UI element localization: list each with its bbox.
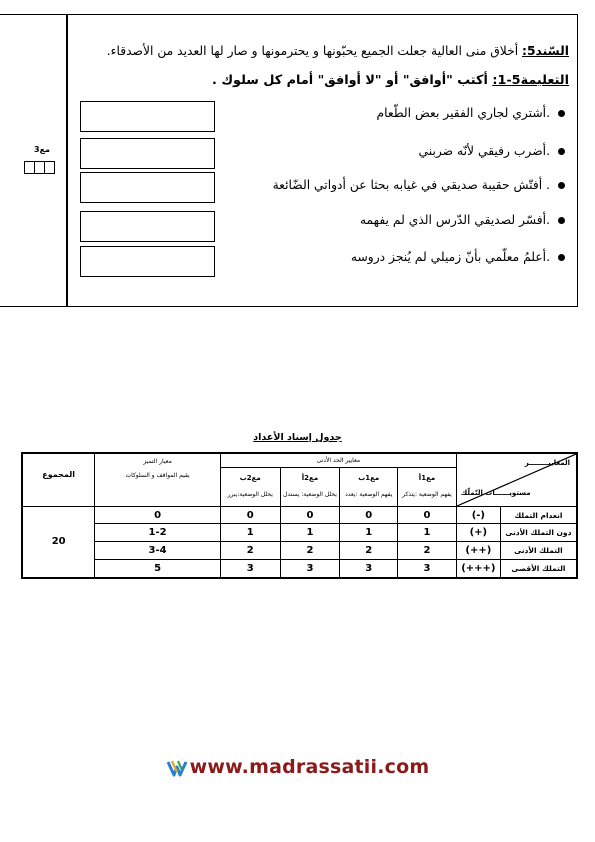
- bullet-icon: [558, 254, 565, 261]
- table-row: [22, 560, 577, 578]
- score-cell: 3: [220, 560, 280, 578]
- sanad-text: أخلاق منى العالية جعلت الجميع يحبّونها و يحترمونها و صار لها العديد من الأصدقاء.: [106, 44, 523, 58]
- criteria-header: المعاييــــــــر: [524, 459, 570, 467]
- answer-box-5[interactable]: [80, 246, 215, 277]
- answer-box-3[interactable]: [80, 172, 215, 203]
- watermark-text: www.madrassatii.com: [189, 756, 430, 778]
- score-cell: 2: [398, 542, 457, 560]
- criterion-code: مع1ب: [358, 474, 380, 482]
- criterion-desc: يفهم الوضعية :يتذكر: [402, 491, 452, 498]
- item-text: أضرب رفيقي لأنّه ضربني.: [418, 144, 550, 158]
- list-item: [418, 144, 565, 158]
- criterion-cell: [397, 468, 456, 506]
- level-cell: انعدام التملك: [500, 507, 577, 524]
- criterion-desc: يحلل الوضعية:يبرر: [227, 491, 273, 498]
- symbol-cell: (-): [456, 507, 500, 524]
- score-cell: 2: [340, 542, 398, 560]
- instruction-line: [212, 73, 569, 88]
- frame-top-border: [0, 14, 578, 15]
- score-cell: 0: [220, 507, 280, 524]
- bullet-icon: [558, 148, 565, 155]
- sanad-label: السّند5:: [522, 44, 569, 58]
- score-cell: 3: [398, 560, 457, 578]
- total-header-text: المجموع: [42, 470, 75, 479]
- frame-margin-divider: [66, 14, 68, 306]
- criterion-code: مع2أ: [301, 474, 319, 482]
- item-text: أفسّر لصديقي الدّرس الذي لم يفهمه.: [359, 213, 550, 227]
- bullet-icon: [558, 182, 565, 189]
- symbol-cell: (++): [456, 542, 500, 560]
- list-item: [351, 250, 565, 264]
- answer-box-1[interactable]: [80, 101, 215, 132]
- score-cell: 1: [220, 524, 280, 542]
- item-text: أعلمُ معلّمي بأنّ زميلي لم يُنجز دروسه.: [350, 250, 550, 264]
- score-cell: 1: [340, 524, 398, 542]
- criterion-desc: يحلل الوضعية: يستدل: [283, 491, 337, 498]
- criteria-row: [221, 468, 456, 506]
- score-cells: [25, 161, 55, 174]
- score-cell: 3: [340, 560, 398, 578]
- total-header: [22, 453, 95, 507]
- symbol-cell: (+++): [456, 560, 500, 578]
- site-logo-icon: [166, 758, 188, 778]
- instruction-label: التعليمة5-1:: [492, 73, 569, 88]
- item-text: أشتري لجاري الفقير بعض الطّعام.: [376, 106, 550, 120]
- answer-box-2[interactable]: [80, 138, 215, 169]
- criteria-levels-header: [456, 453, 577, 507]
- frame-bottom-border: [0, 306, 578, 307]
- bullet-icon: [558, 110, 565, 117]
- criterion-label: مع3: [34, 145, 50, 154]
- score-cell: 3: [280, 560, 340, 578]
- criterion-desc: يفهم الوضعية :يعدد: [345, 491, 393, 498]
- excellence-cell: 3-4: [95, 542, 221, 560]
- score-cell: 0: [280, 507, 340, 524]
- score-cell: 0: [340, 507, 398, 524]
- list-item: [360, 213, 565, 227]
- score-cell: 2: [280, 542, 340, 560]
- min-criteria-header: [220, 453, 456, 507]
- criterion-cell: [221, 468, 280, 506]
- level-cell: دون التملك الأدنى: [500, 524, 577, 542]
- excellence-cell: 1-2: [95, 524, 221, 542]
- bullet-icon: [558, 217, 565, 224]
- excellence-cell: 0: [95, 507, 221, 524]
- score-cell: 1: [280, 524, 340, 542]
- watermark: [0, 756, 595, 778]
- instruction-text: أكتب "أوافق" أو "لا أوافق" أمام كل سلوك .: [212, 73, 493, 88]
- frame-right-border: [577, 14, 578, 306]
- list-item: [377, 106, 565, 120]
- excellence-header: [95, 453, 221, 507]
- table-title-text: جدول إسناد الأعداد: [253, 432, 342, 443]
- min-criteria-title: معايير الحد الأدنى: [221, 454, 456, 468]
- total-cell: 20: [22, 507, 95, 578]
- list-item: [273, 178, 565, 192]
- table-row: [22, 542, 577, 560]
- criterion-code: مع1أ: [418, 474, 436, 482]
- table-row: [22, 507, 577, 524]
- score-cell[interactable]: [44, 161, 55, 174]
- item-text: أفتّش حقيبة صديقي في غيابه بحثا عن أدواتي الضّائعة .: [272, 178, 550, 192]
- symbol-cell: (+): [456, 524, 500, 542]
- level-cell: التملك الأدنى: [500, 542, 577, 560]
- excellence-cell: 5: [95, 560, 221, 578]
- criterion-cell: [280, 468, 340, 506]
- excellence-title: معيار التميز: [143, 458, 172, 465]
- levels-header: مستويــــــات التّملّك: [460, 489, 531, 497]
- score-cell: 1: [398, 524, 457, 542]
- grading-table: [21, 452, 578, 579]
- table-row: [22, 524, 577, 542]
- level-cell: التملك الأقصى: [500, 560, 577, 578]
- score-cell: 2: [220, 542, 280, 560]
- criterion-cell: [339, 468, 397, 506]
- criterion-code: مع2ب: [239, 474, 261, 482]
- excellence-desc: يقيم المواقف و السلوكات: [125, 472, 190, 479]
- table-title: [0, 432, 595, 443]
- score-cell: 0: [398, 507, 457, 524]
- answer-box-4[interactable]: [80, 211, 215, 242]
- sanad-line: [107, 44, 569, 58]
